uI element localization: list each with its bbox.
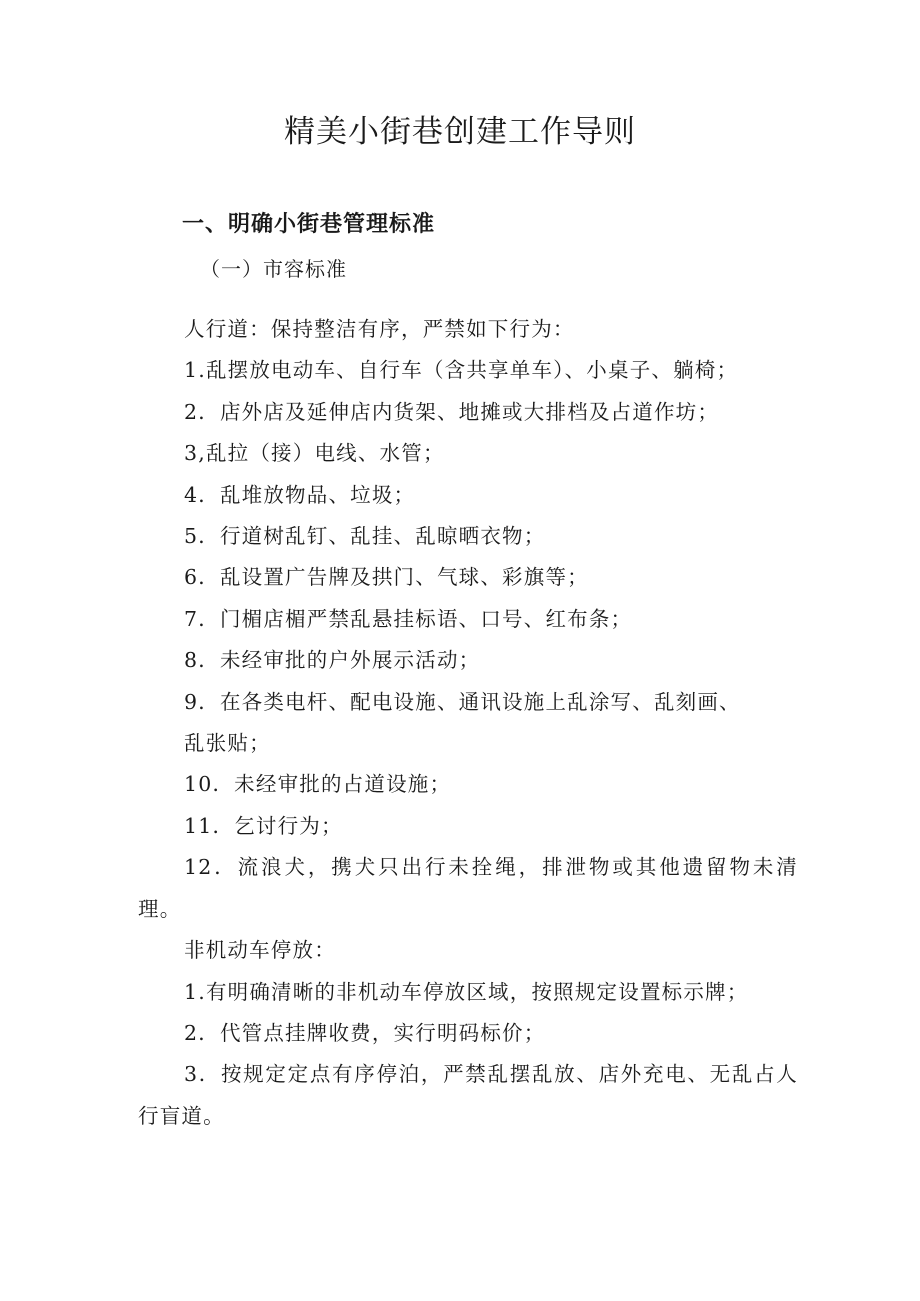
sidewalk-item-continuation: 乱张贴； [184, 731, 271, 756]
sidewalk-item: 12．流浪犬，携犬只出行未拴绳，排泄物或其他遗留物未清理。 [138, 855, 798, 921]
parking-item: 2．代管点挂牌收费，实行明码标价； [184, 1020, 546, 1045]
sidewalk-item: 11．乞讨行为； [184, 813, 343, 838]
sidewalk-item: 5．行道树乱钉、乱挂、乱晾晒衣物； [184, 524, 546, 549]
document-title: 精美小街巷创建工作导则 [284, 114, 636, 150]
sidewalk-item: 1.乱摆放电动车、自行车（含共享单车）、小桌子、躺椅； [184, 358, 739, 383]
sidewalk-intro: 人行道：保持整洁有序，严禁如下行为： [184, 317, 575, 341]
sidewalk-item: 2．店外店及延伸店内货架、地摊或大排档及占道作坊； [184, 399, 720, 424]
document-body [138, 309, 798, 1137]
subsection-heading: （一）市容标准 [200, 257, 347, 281]
parking-item: 3．按规定定点有序停泊，严禁乱摆乱放、店外充电、无乱占人行盲道。 [138, 1062, 798, 1128]
sidewalk-item: 9．在各类电杆、配电设施、通讯设施上乱涂写、乱刻画、 [184, 689, 741, 714]
sidewalk-item: 3,乱拉（接）电线、水管； [184, 441, 445, 466]
parking-intro: 非机动车停放： [184, 938, 336, 963]
section-heading: 一、明确小街巷管理标准 [182, 212, 436, 237]
sidewalk-item: 4．乱堆放物品、垃圾； [184, 482, 416, 507]
parking-item: 1.有明确清晰的非机动车停放区域，按照规定设置标示牌； [184, 979, 749, 1004]
sidewalk-item: 6．乱设置广告牌及拱门、气球、彩旗等； [184, 565, 589, 590]
sidewalk-item: 10．未经审批的占道设施； [184, 772, 452, 797]
sidewalk-item: 7．门楣店楣严禁乱悬挂标语、口号、红布条； [184, 606, 633, 631]
sidewalk-item: 8．未经审批的户外展示活动； [184, 648, 481, 673]
